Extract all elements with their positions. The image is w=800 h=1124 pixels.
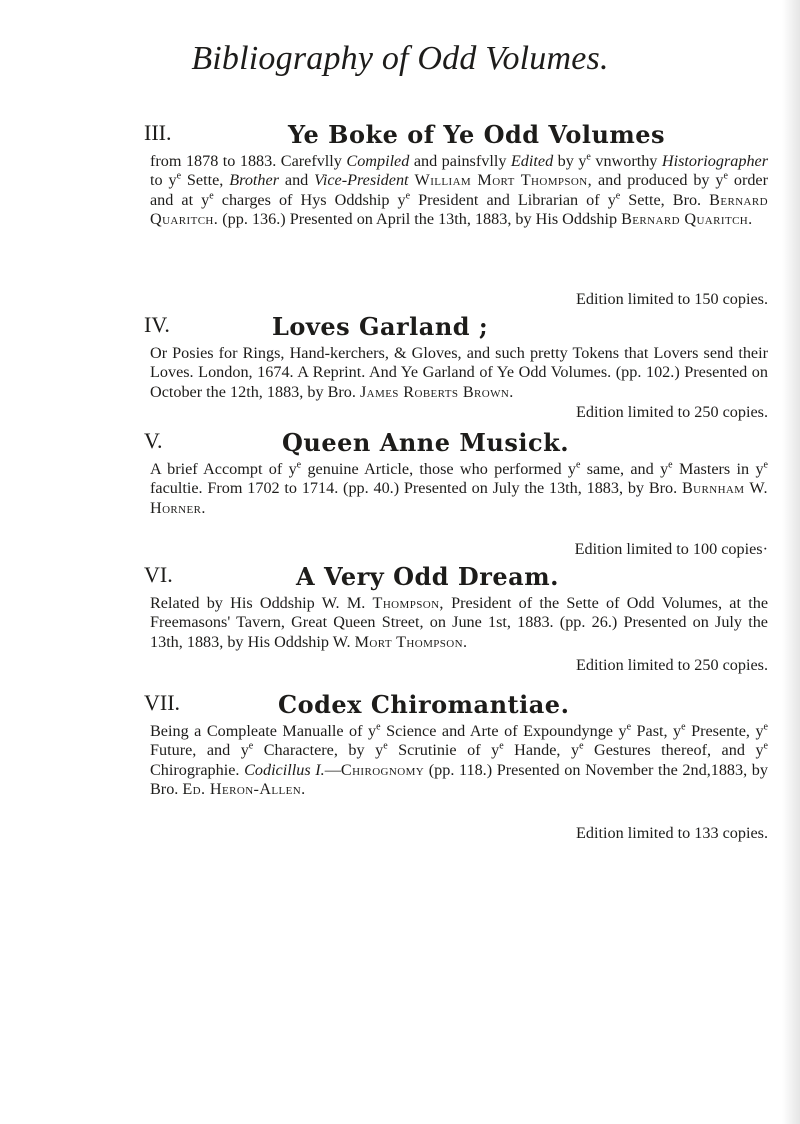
- edition-note: Edition limited to 100 copies·: [574, 540, 768, 558]
- entry-description: from 1878 to 1883. Carefvlly Compiled and painsfvlly Edited by $y^e$ vnworthy Historiographer to $y^e$ Sette, Brother and Vice-President William Mort Thompson, and produced by $y^e$ order and at $y^e$ charges of Hys Oddship $y^e$ President and Librarian of $y^e$ Sette, Bro. Bernard Quaritch. (pp. 136.) Presented on April the 13th, 1883, by His Oddship Bernard Quaritch.: [150, 151, 769, 228]
- edition-note: Edition limited to 250 copies.: [576, 403, 768, 421]
- edition-note: Edition limited to 250 copies.: [576, 656, 768, 674]
- entry-title: Loves Garland ;: [272, 312, 489, 341]
- page-edge-shadow: [782, 0, 800, 1124]
- entry-title: A Very Odd Dream.: [296, 562, 559, 591]
- entry-numeral: VII.: [144, 690, 181, 715]
- entry-description: Related by His Oddship W. M. Thompson, President of the Sette of Odd Volumes, at the Freemasons' Tavern, Great Queen Street, on June 1st, 1883. (pp. 26.) Presented on July the 13th, 1883, by His Oddship W. Mort Thompson.: [150, 594, 769, 651]
- entry-numeral: III.: [144, 120, 172, 145]
- entry-numeral: VI.: [144, 562, 173, 587]
- entry-title: Codex Chiromantiae.: [278, 690, 570, 719]
- entry-description: Being a Compleate Manualle of $y^e$ Science and Arte of Expoundynge $y^e$ Past, $y^e$ Presente, $y^e$ Future, and $y^e$ Charactere, by $y^e$ Scrutinie of $y^e$ Hande, $y^e$ Gestures thereof, and $y^e$ Chirographie. Codicillus I.—Chirognomy (pp. 118.) Presented on November the 2nd,1883, by Bro. Ed. Heron-Allen.: [150, 721, 768, 798]
- entry-numeral: IV.: [144, 312, 170, 337]
- edition-note: Edition limited to 150 copies.: [576, 290, 768, 308]
- entry-description: Or Posies for Rings, Hand-kerchers, & Gloves, and such pretty Tokens that Lovers send their Loves. London, 1674. A Reprint. And Ye Garland of Ye Odd Volumes. (pp. 102.) Presented on October the 12th, 1883, by Bro. James Roberts Brown.: [150, 344, 768, 401]
- entry-title: Ye Boke of Ye Odd Volumes: [288, 120, 666, 149]
- running-header: Bibliography of Odd Volumes.: [191, 40, 609, 77]
- entry-numeral: V.: [144, 428, 163, 453]
- entry-description: A brief Accompt of $y^e$ genuine Article, those who performed $y^e$ same, and $y^e$ Masters in $y^e$ facultie. From 1702 to 1714. (pp. 40.) Presented on July the 13th, 1883, by Bro. Burnham W. Horner.: [150, 459, 768, 517]
- entry-title: Queen Anne Musick.: [282, 428, 570, 457]
- edition-note: Edition limited to 133 copies.: [576, 824, 768, 842]
